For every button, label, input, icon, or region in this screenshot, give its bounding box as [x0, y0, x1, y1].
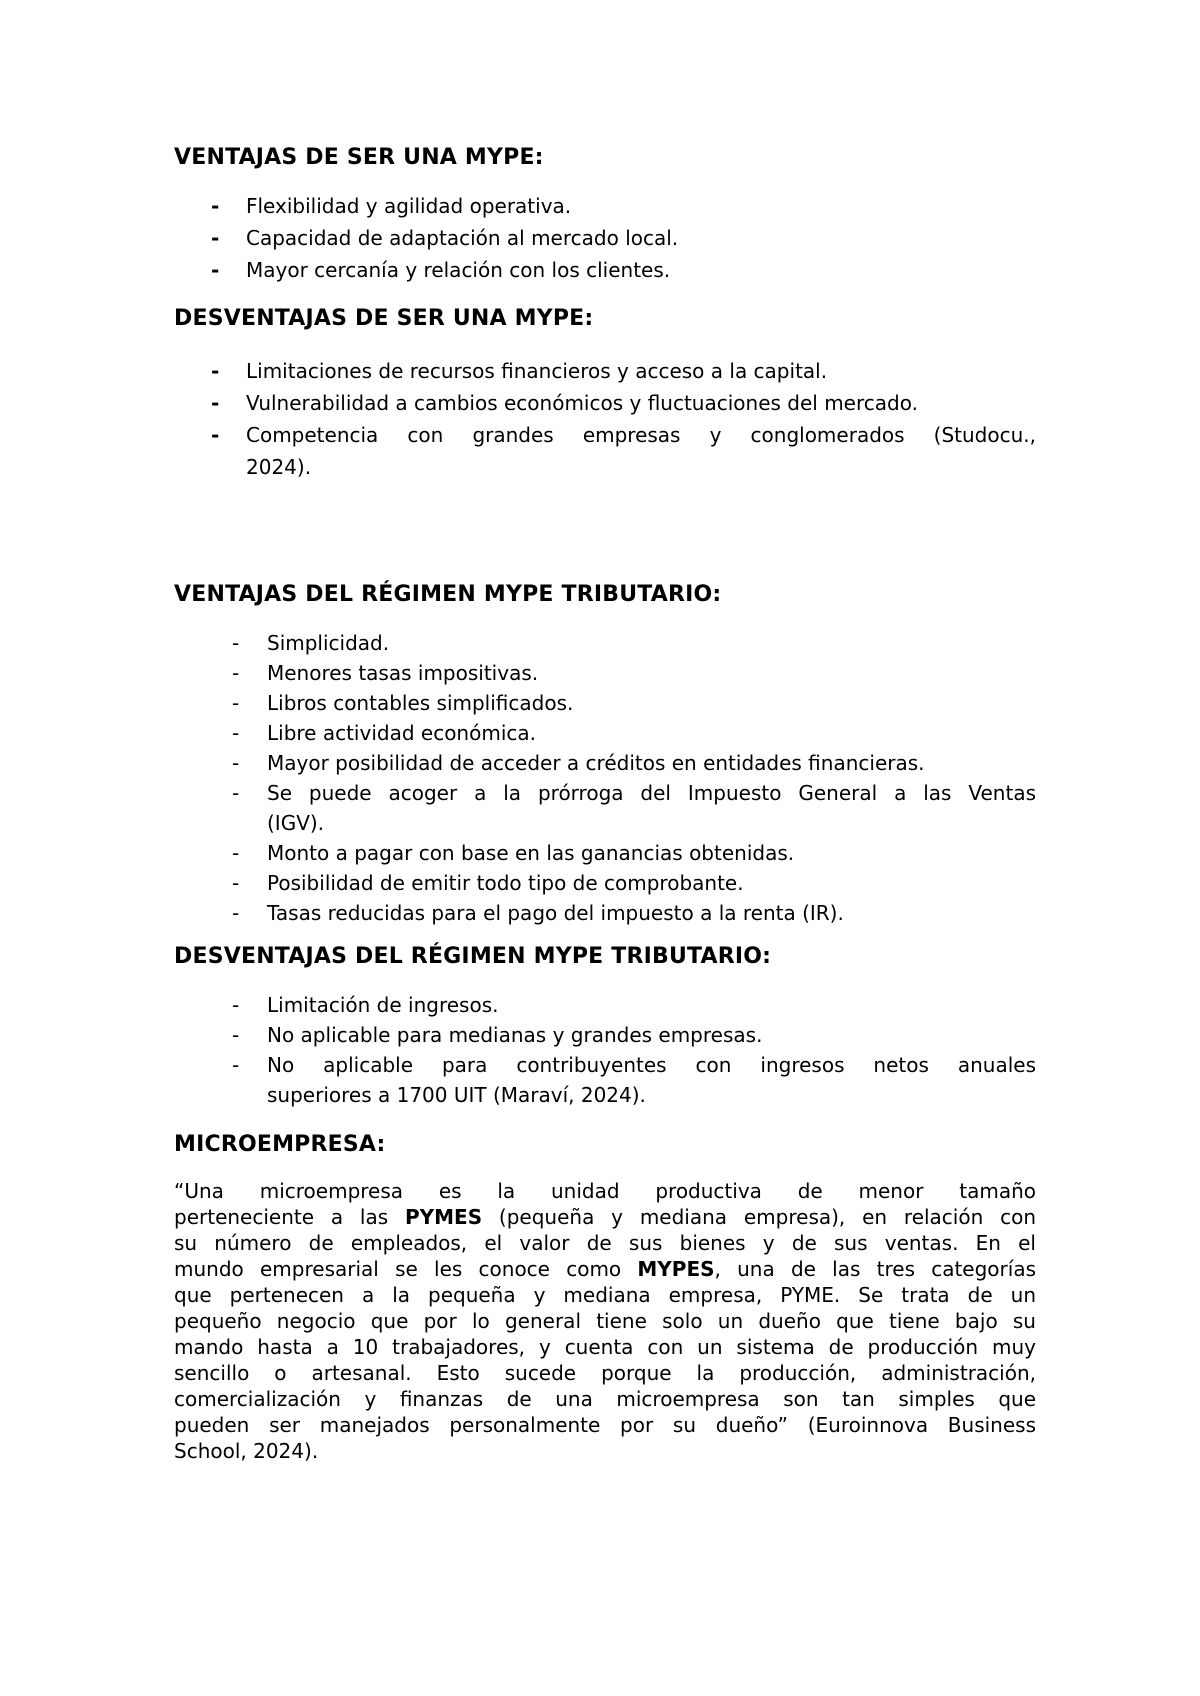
paragraph-line: School, 2024). — [174, 1439, 319, 1463]
list-item-text: Posibilidad de emitir todo tipo de comprobante. — [267, 871, 744, 895]
paragraph-line: “Una microempresa es la unidad productiva de menor tamaño — [174, 1179, 1036, 1203]
list-item-text: (IGV). — [267, 811, 325, 835]
paragraph-line: mando hasta a 10 trabajadores, y cuenta con un sistema de producción muy — [174, 1335, 1036, 1359]
bullet-dash: - — [211, 359, 220, 383]
bullet-dash: - — [232, 901, 240, 925]
list-item-text: Libre actividad económica. — [267, 721, 536, 745]
bullet-dash: - — [232, 751, 240, 775]
bullet-dash: - — [211, 258, 220, 282]
heading-desventajas-mype: DESVENTAJAS DE SER UNA MYPE: — [174, 306, 594, 331]
list-item-text: Libros contables simplificados. — [267, 691, 574, 715]
list-item — [0, 898, 1200, 928]
list-item-text: Vulnerabilidad a cambios económicos y fluctuaciones del mercado. — [246, 391, 918, 415]
list-item — [0, 718, 1200, 748]
bold-term-pymes: PYMES — [405, 1205, 483, 1229]
bullet-dash: - — [232, 993, 240, 1017]
list-item — [0, 838, 1200, 868]
list-item-text: Tasas reducidas para el pago del impuesto a la renta (IR). — [267, 901, 844, 925]
paragraph-line: mundo empresarial se les conoce como MYPES, una de las tres categorías — [174, 1257, 1037, 1281]
bold-term-mypes: MYPES — [637, 1257, 715, 1281]
list-ventajas-regimen — [0, 628, 1200, 928]
bullet-dash: - — [232, 1053, 240, 1077]
list-item-text: Monto a pagar con base en las ganancias obtenidas. — [267, 841, 795, 865]
list-item — [0, 190, 1200, 222]
heading-ventajas-regimen: VENTAJAS DEL RÉGIMEN MYPE TRIBUTARIO: — [174, 582, 722, 607]
list-item — [0, 222, 1200, 254]
list-item-text: Mayor cercanía y relación con los clientes. — [246, 258, 671, 282]
list-item-text: Mayor posibilidad de acceder a créditos en entidades financieras. — [267, 751, 925, 775]
list-item-text: No aplicable para contribuyentes con ingresos netos anuales — [267, 1053, 1036, 1077]
bullet-dash: - — [211, 226, 220, 250]
list-item — [0, 748, 1200, 778]
list-item-continuation — [0, 451, 1200, 483]
list-item — [0, 387, 1200, 419]
bullet-dash: - — [232, 781, 240, 805]
bullet-dash: - — [211, 194, 220, 218]
list-item — [0, 688, 1200, 718]
list-ventajas-mype — [0, 190, 1200, 286]
paragraph-line: perteneciente a las PYMES (pequeña y mediana empresa), en relación con — [174, 1205, 1037, 1229]
bullet-dash: - — [232, 721, 240, 745]
list-desventajas-mype — [0, 355, 1200, 483]
list-item-text: Menores tasas impositivas. — [267, 661, 539, 685]
heading-ventajas-mype: VENTAJAS DE SER UNA MYPE: — [174, 145, 544, 170]
list-item — [0, 628, 1200, 658]
paragraph-line: sencillo o artesanal. Esto sucede porque la producción, administración, — [174, 1361, 1036, 1385]
heading-microempresa: MICROEMPRESA: — [174, 1132, 386, 1157]
list-item — [0, 868, 1200, 898]
bullet-dash: - — [211, 423, 220, 447]
bullet-dash: - — [232, 631, 240, 655]
list-item-text: Limitaciones de recursos financieros y acceso a la capital. — [246, 359, 828, 383]
list-item-text: Competencia con grandes empresas y conglomerados (Studocu., — [246, 423, 1036, 447]
bullet-dash: - — [232, 661, 240, 685]
bullet-dash: - — [211, 391, 220, 415]
list-item-text: Flexibilidad y agilidad operativa. — [246, 194, 572, 218]
list-item — [0, 778, 1200, 808]
list-item-text: No aplicable para medianas y grandes empresas. — [267, 1023, 763, 1047]
list-item — [0, 254, 1200, 286]
list-item — [0, 990, 1200, 1020]
list-item — [0, 658, 1200, 688]
list-item-text: Simplicidad. — [267, 631, 390, 655]
bullet-dash: - — [232, 1023, 240, 1047]
list-item — [0, 419, 1200, 451]
list-item-text: Capacidad de adaptación al mercado local. — [246, 226, 679, 250]
paragraph-line: comercialización y finanzas de una microempresa son tan simples que — [174, 1387, 1036, 1411]
paragraph-line: pequeño negocio que por lo general tiene solo un dueño que tiene bajo su — [174, 1309, 1036, 1333]
list-item — [0, 355, 1200, 387]
list-item-continuation — [0, 1080, 1200, 1110]
list-item-text: Se puede acoger a la prórroga del Impuesto General a las Ventas — [267, 781, 1036, 805]
heading-desventajas-regimen: DESVENTAJAS DEL RÉGIMEN MYPE TRIBUTARIO: — [174, 944, 772, 969]
paragraph-line: que pertenecen a la pequeña y mediana empresa, PYME. Se trata de un — [174, 1283, 1036, 1307]
list-item-text: Limitación de ingresos. — [267, 993, 499, 1017]
bullet-dash: - — [232, 841, 240, 865]
list-item — [0, 1020, 1200, 1050]
bullet-dash: - — [232, 691, 240, 715]
list-item-continuation — [0, 808, 1200, 838]
list-desventajas-regimen — [0, 990, 1200, 1110]
paragraph-line: pueden ser manejados personalmente por su dueño” (Euroinnova Business — [174, 1413, 1036, 1437]
list-item-text: superiores a 1700 UIT (Maraví, 2024). — [267, 1083, 646, 1107]
list-item — [0, 1050, 1200, 1080]
list-item-text: 2024). — [246, 455, 312, 479]
microempresa-paragraph — [174, 1178, 1036, 1464]
bullet-dash: - — [232, 871, 240, 895]
paragraph-line: su número de empleados, el valor de sus bienes y de sus ventas. En el — [174, 1231, 1036, 1255]
